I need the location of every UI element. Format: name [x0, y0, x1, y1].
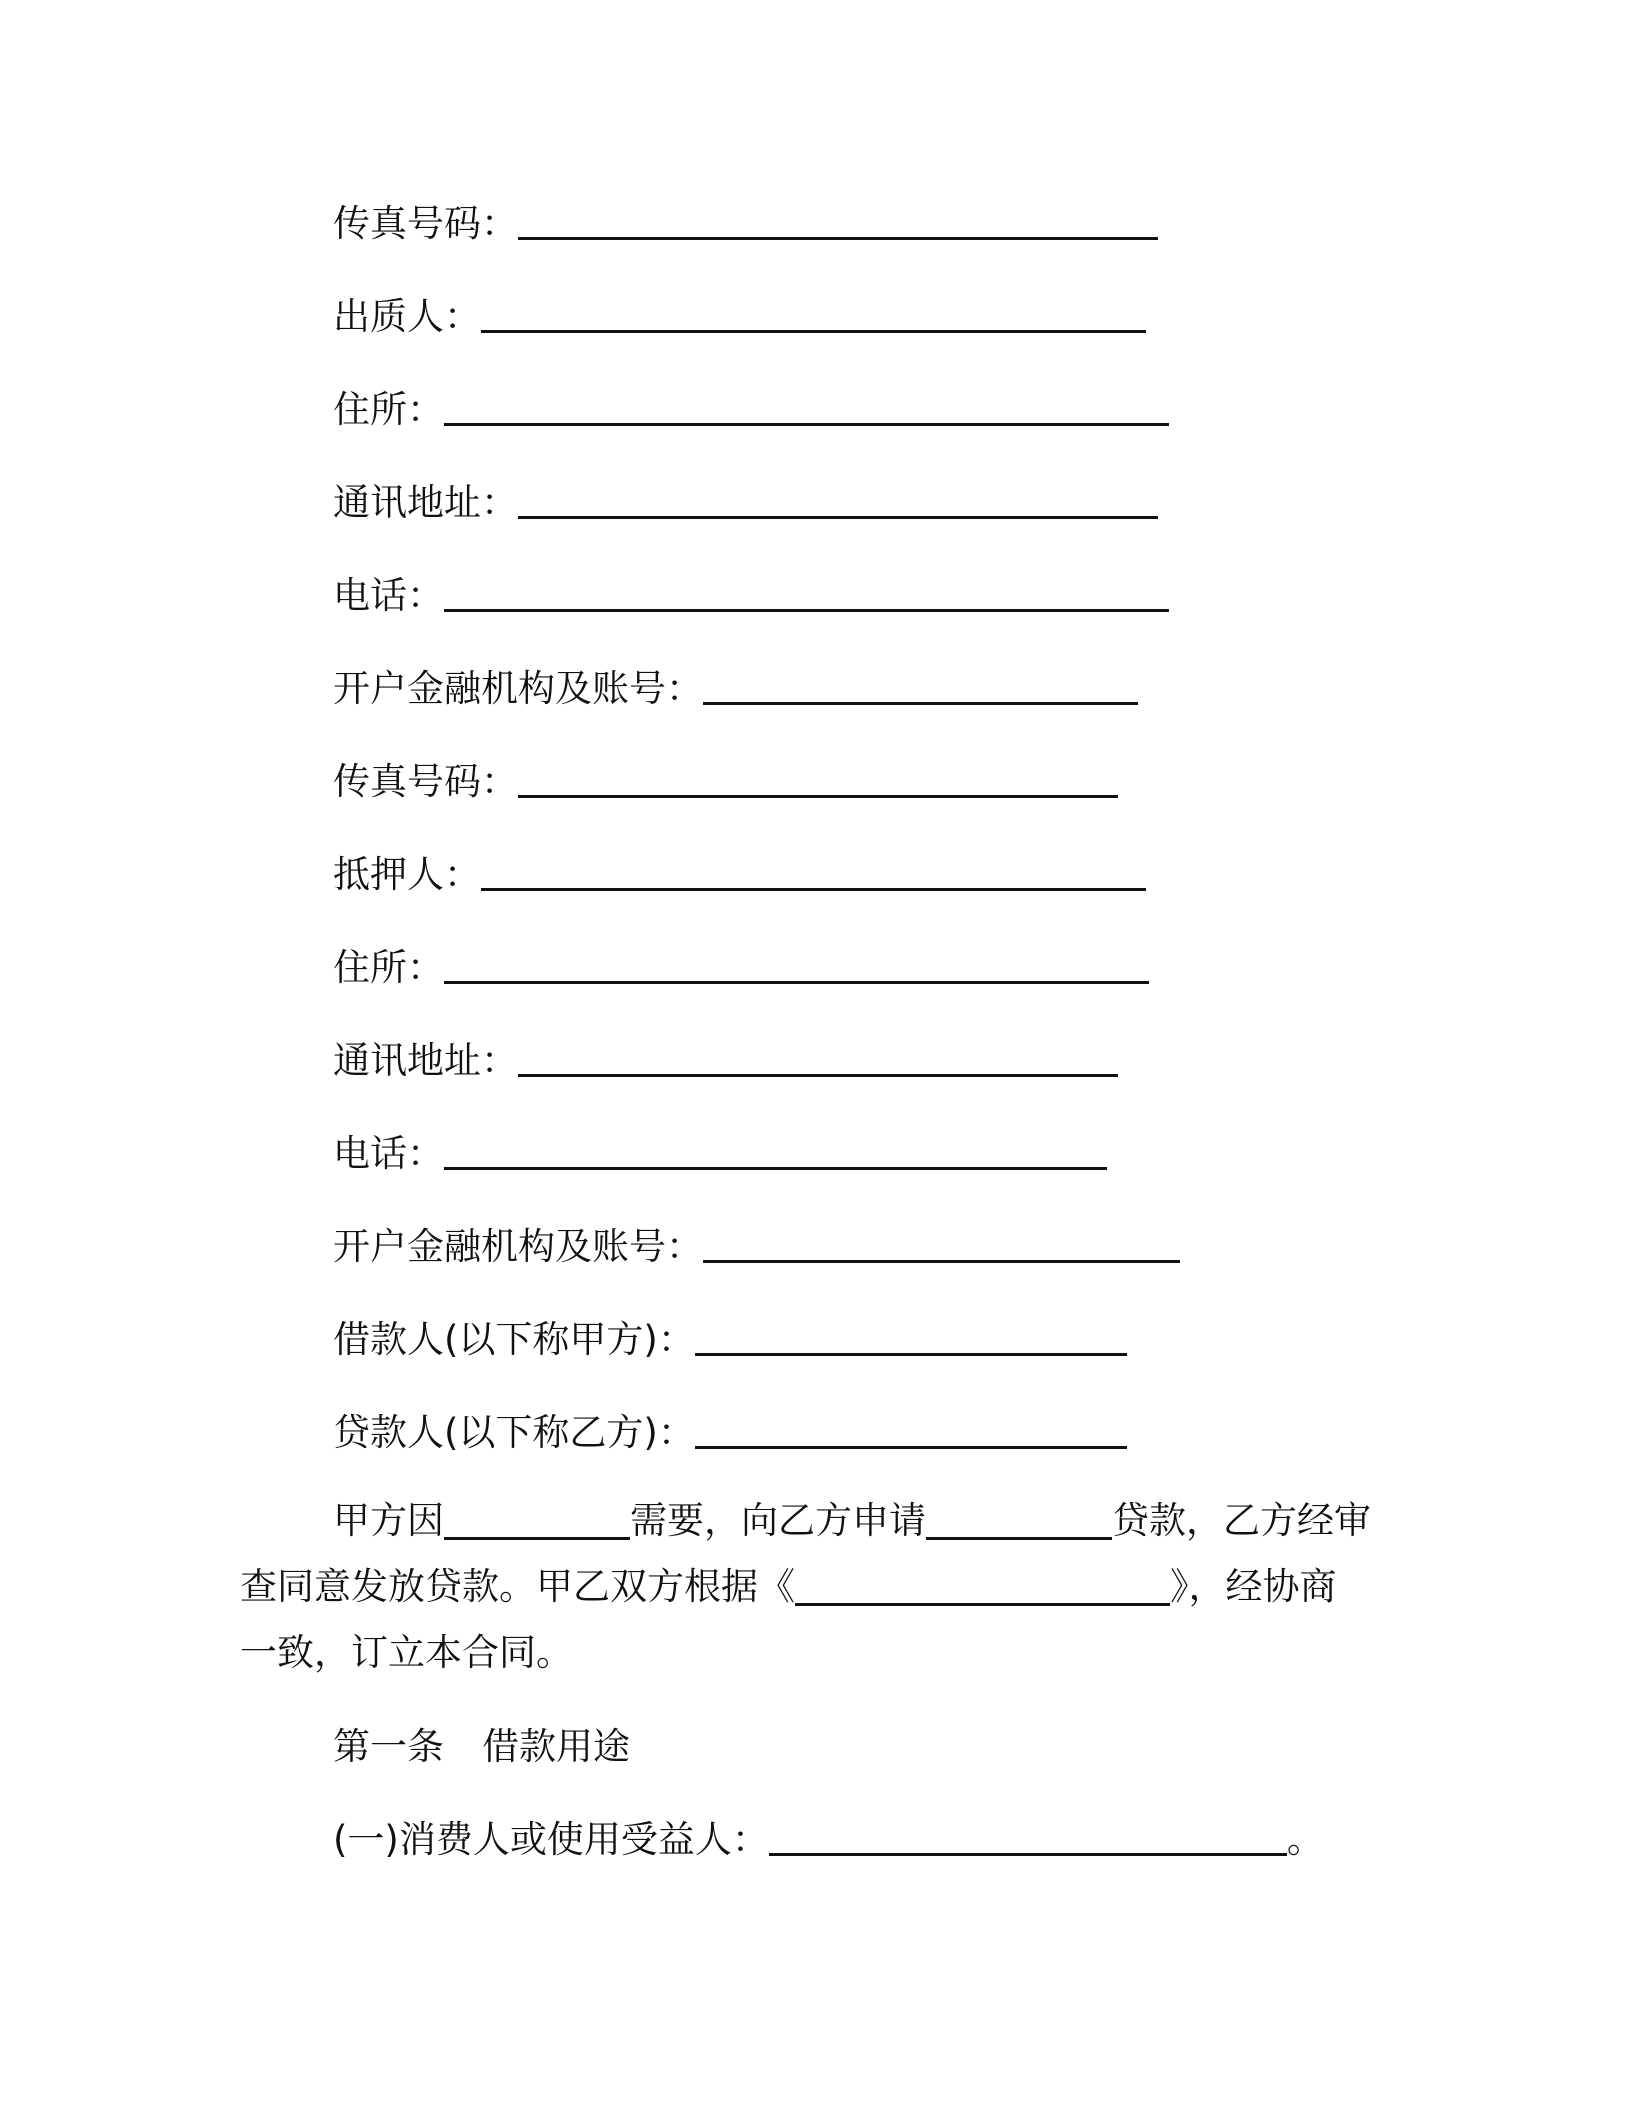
- bank-account-field-1: [333, 661, 1138, 717]
- beneficiary-clause: [333, 1812, 1324, 1868]
- mortgagor-field: [333, 847, 1146, 903]
- field-label: 住所：: [333, 388, 444, 431]
- fill-blank: [518, 478, 1158, 519]
- field-label: 通讯地址：: [333, 481, 518, 524]
- mailing-address-field-2: [333, 1033, 1118, 1089]
- field-label: 电话：: [333, 574, 444, 617]
- field-label: 出质人：: [333, 295, 481, 338]
- fill-blank: [795, 1565, 1170, 1606]
- article-heading: [333, 1719, 630, 1775]
- field-label: 抵押人：: [333, 853, 481, 896]
- fill-blank: [518, 199, 1158, 240]
- fill-blank: [695, 1315, 1127, 1356]
- fill-blank: [481, 292, 1146, 333]
- fax-number-field-2: [333, 754, 1118, 810]
- field-label: 电话：: [333, 1132, 444, 1175]
- fill-blank: [926, 1499, 1112, 1540]
- field-label: 传真号码：: [333, 202, 518, 245]
- field-label: 开户金融机构及账号：: [333, 667, 703, 710]
- fill-blank: [481, 850, 1146, 891]
- mailing-address-field-1: [333, 475, 1158, 531]
- fill-blank: [444, 1129, 1107, 1170]
- paragraph-text: 查同意发放贷款。甲乙双方根据《: [240, 1565, 795, 1608]
- phone-field-2: [333, 1126, 1107, 1182]
- preamble-paragraph: [240, 1488, 1390, 1686]
- residence-field-2: [333, 940, 1149, 996]
- field-label: 借款人(以下称甲方)：: [333, 1318, 695, 1361]
- field-label: 通讯地址：: [333, 1039, 518, 1082]
- clause-label: (一)消费人或使用受益人：: [333, 1818, 769, 1861]
- field-label: 住所：: [333, 946, 444, 989]
- field-label: 贷款人(以下称乙方)：: [333, 1411, 695, 1454]
- lender-field: [333, 1405, 1127, 1461]
- borrower-field: [333, 1312, 1127, 1368]
- field-label: 传真号码：: [333, 760, 518, 803]
- article-title: 借款用途: [482, 1725, 630, 1768]
- fill-blank: [518, 1036, 1118, 1077]
- bank-account-field-2: [333, 1219, 1180, 1275]
- paragraph-text: 》，经协商: [1170, 1565, 1337, 1608]
- article-number: 第一条: [333, 1725, 444, 1768]
- fill-blank: [703, 664, 1138, 705]
- paragraph-text: 贷款，乙方经审: [1112, 1499, 1371, 1542]
- pledgor-field: [333, 289, 1146, 345]
- fill-blank: [695, 1408, 1127, 1449]
- fill-blank: [444, 943, 1149, 984]
- fill-blank: [444, 571, 1169, 612]
- residence-field-1: [333, 382, 1169, 438]
- paragraph-text: 甲方因: [333, 1499, 444, 1542]
- field-label: 开户金融机构及账号：: [333, 1225, 703, 1268]
- fax-number-field-1: [333, 196, 1158, 252]
- fill-blank: [444, 385, 1169, 426]
- fill-blank: [518, 757, 1118, 798]
- phone-field-1: [333, 568, 1169, 624]
- paragraph-text: 需要，向乙方申请: [630, 1499, 926, 1542]
- clause-end: 。: [1286, 1818, 1324, 1861]
- fill-blank: [769, 1815, 1287, 1856]
- fill-blank: [444, 1499, 630, 1540]
- paragraph-text: 一致，订立本合同。: [240, 1631, 573, 1674]
- fill-blank: [703, 1222, 1180, 1263]
